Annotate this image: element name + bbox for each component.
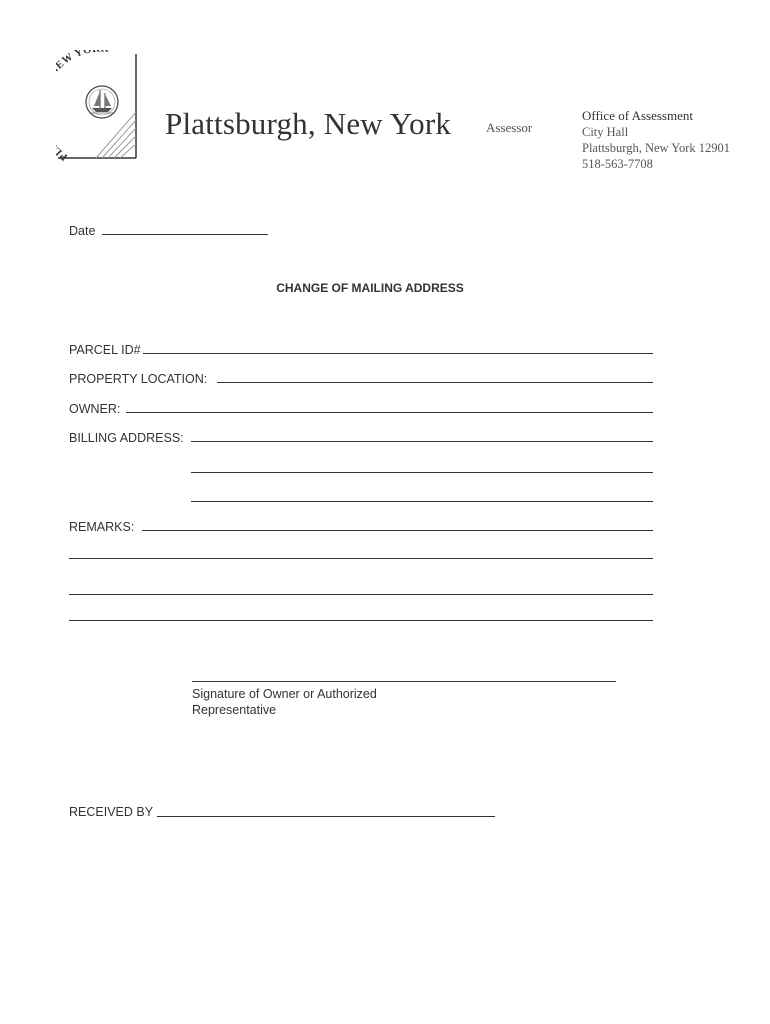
signature-caption-line1: Signature of Owner or Authorized (192, 687, 377, 701)
owner-field[interactable] (126, 412, 653, 413)
city-title: Plattsburgh, New York (165, 106, 452, 141)
parcel-id-field[interactable] (143, 353, 653, 354)
received-by-label: RECEIVED BY (69, 805, 154, 819)
date-label: Date (69, 224, 96, 238)
seal-text (56, 50, 140, 162)
remarks-field-line4[interactable] (69, 620, 653, 621)
owner-label: OWNER: (69, 402, 121, 416)
received-by-field[interactable] (157, 816, 495, 817)
department-label: Assessor (486, 120, 533, 135)
date-field[interactable] (102, 234, 268, 235)
remarks-field-line1[interactable] (142, 530, 653, 531)
office-phone: 518-563-7708 (582, 157, 653, 171)
signature-caption (192, 686, 377, 718)
billing-address-field-line2[interactable] (191, 472, 653, 473)
billing-address-field-line3[interactable] (191, 501, 653, 502)
remarks-label: REMARKS: (69, 520, 135, 534)
form-heading: CHANGE OF MAILING ADDRESS (276, 281, 464, 295)
property-location-field[interactable] (217, 382, 653, 383)
office-address-line2: Plattsburgh, New York 12901 (582, 141, 731, 155)
office-name: Office of Assessment (582, 108, 693, 123)
parcel-id-label: PARCEL ID# (69, 343, 141, 357)
remarks-field-line3[interactable] (69, 594, 653, 595)
signature-field[interactable] (192, 681, 616, 682)
billing-address-label: BILLING ADDRESS: (69, 431, 184, 445)
billing-address-field-line1[interactable] (191, 441, 653, 442)
office-address-line1: City Hall (582, 125, 629, 139)
office-address-block (582, 108, 730, 172)
signature-caption-line2: Representative (192, 703, 277, 717)
remarks-field-line2[interactable] (69, 558, 653, 559)
property-location-label: PROPERTY LOCATION: (69, 372, 208, 386)
svg-text:PLATTSBURGH, NEW YORK: P W YO (57, 50, 93, 162)
